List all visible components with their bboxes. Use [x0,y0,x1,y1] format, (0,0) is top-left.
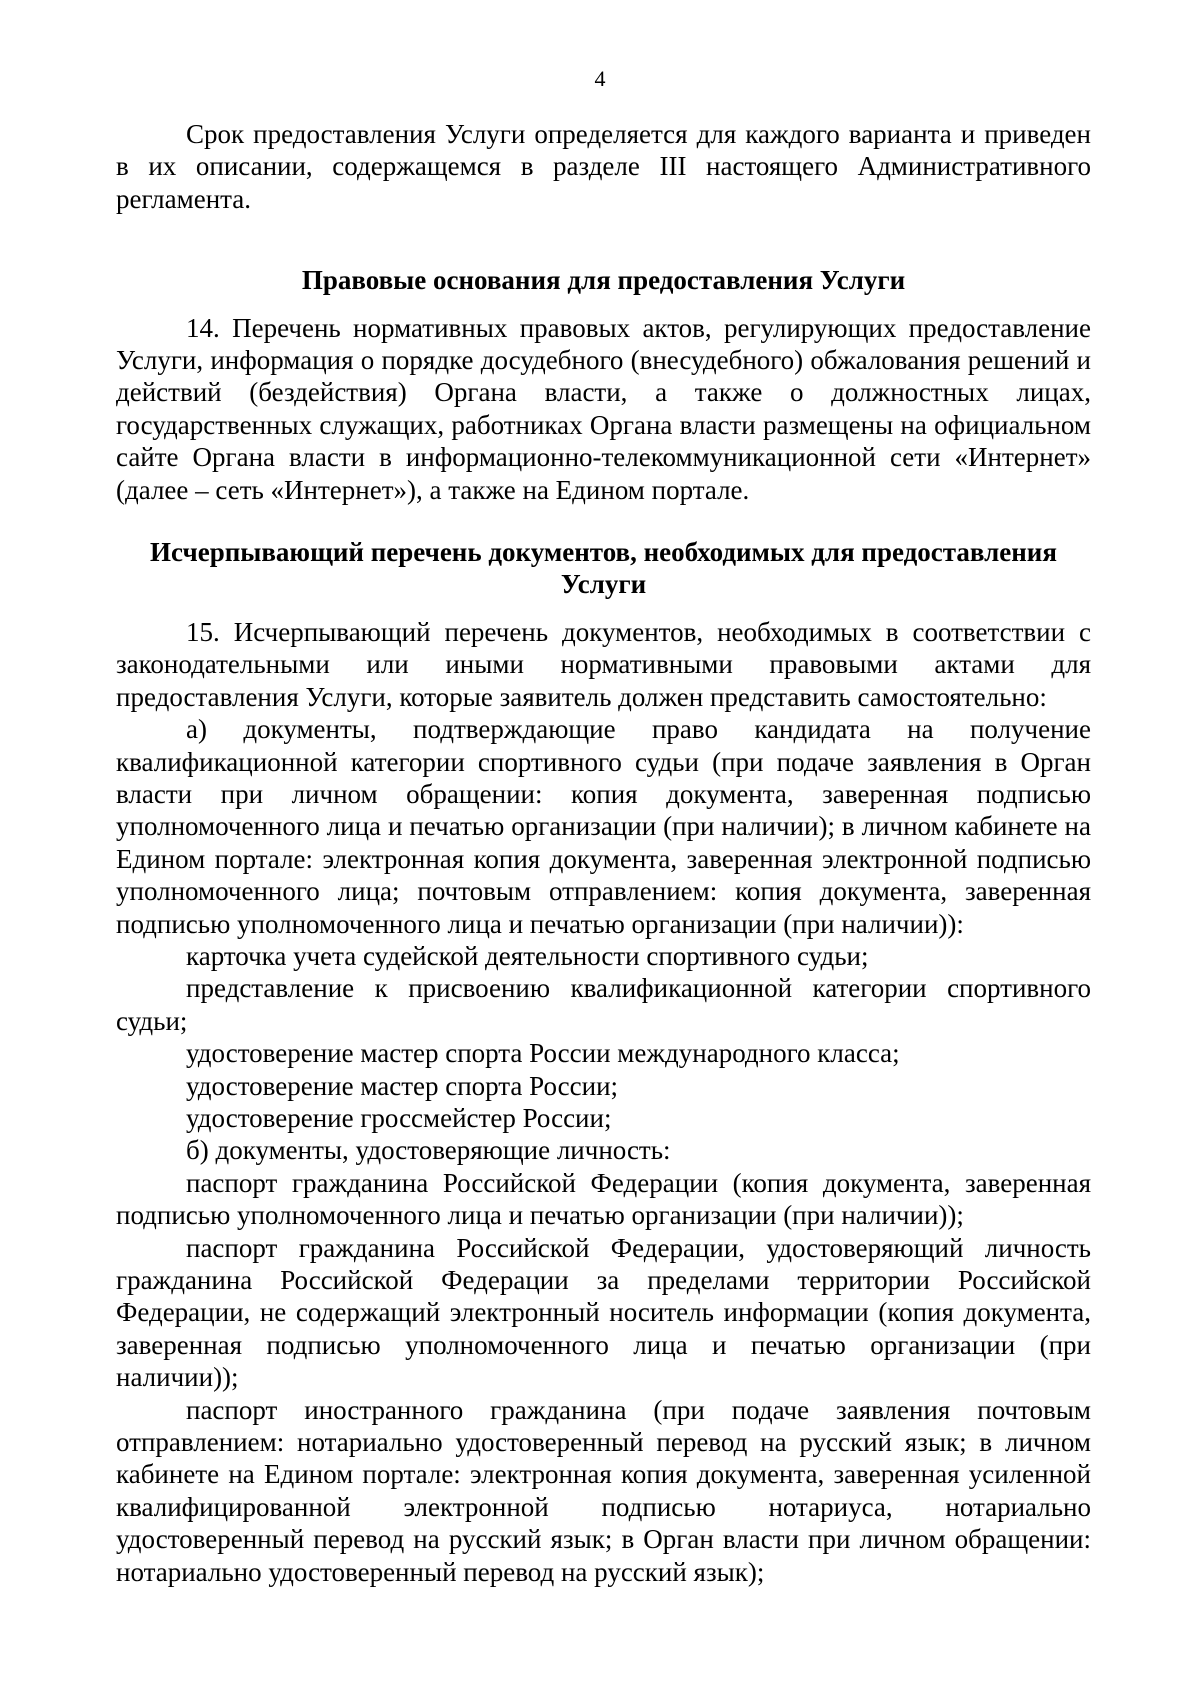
list-subitem: паспорт гражданина Российской Федерации, удостоверяющий личность гражданина Российской Федерации за пределами территории Российской Федерации, не содержащий электронный носитель информации (копия документа, заверенная подписью уполномоченного лица и печатью организации (при наличии)); [116,1232,1091,1393]
list-subitem: удостоверение гроссмейстер России; [186,1102,612,1133]
list-subitem: паспорт гражданина Российской Федерации (копия документа, заверенная подписью уполномоченного лица и печатью организации (при наличии)); [116,1167,1091,1231]
paragraph-14: 14. Перечень нормативных правовых актов, регулирующих предоставление Услуги, информация о порядке досудебного (внесудебного) обжалования решений и действий (бездействия) Органа власти, а также о должностных лицах, государственных служащих, работниках Органа власти размещены на официальном сайте Органа власти в информационно-телекоммуникационной сети «Интернет» (далее – сеть «Интернет»), а также на Едином портале. [116,312,1091,505]
paragraph-15: 15. Исчерпывающий перечень документов, необходимых в соответствии с законодательными или иными нормативными правовыми актами для предоставления Услуги, которые заявитель должен представить самостоятельно: [116,616,1091,712]
page-number: 4 [594,66,606,91]
section-heading-documents: Исчерпывающий перечень документов, необходимых для предоставления Услуги [150,537,1057,600]
section-heading-legal-basis: Правовые основания для предоставления Услуги [301,265,906,296]
list-subitem: карточка учета судейской деятельности спортивного судьи; [186,940,869,971]
list-subitem: удостоверение мастер спорта России международного класса; [186,1038,900,1069]
document-body [116,118,1091,1588]
list-subitem: представление к присвоению квалификационной категории спортивного судьи; [116,973,1091,1036]
paragraph-term: Срок предоставления Услуги определяется для каждого варианта и приведен в их описании, содержащемся в разделе III настоящего Административного регламента. [116,119,1091,214]
list-subitem: удостоверение мастер спорта России; [186,1070,619,1101]
list-item-b: б) документы, удостоверяющие личность: [186,1135,671,1166]
list-subitem: паспорт иностранного гражданина (при подаче заявления почтовым отправлением: нотариально удостоверенный перевод на русский язык; в личном кабинете на Едином портале: электронная копия документа, заверенная усиленной квалифицированной электронной подписью нотариуса, нотариально удостоверенный перевод на русский язык; в Орган власти при личном обращении: нотариально удостоверенный перевод на русский язык); [116,1394,1091,1587]
list-item-a: а) документы, подтверждающие право кандидата на получение квалификационной категории спортивного судьи (при подаче заявления в Орган власти при личном обращении: копия документа, заверенная подписью уполномоченного лица и печатью организации (при наличии); в личном кабинете на Едином портале: электронная копия документа, заверенная электронной подписью уполномоченного лица; почтовым отправлением: копия документа, заверенная подписью уполномоченного лица и печатью организации (при наличии)): [116,714,1091,939]
